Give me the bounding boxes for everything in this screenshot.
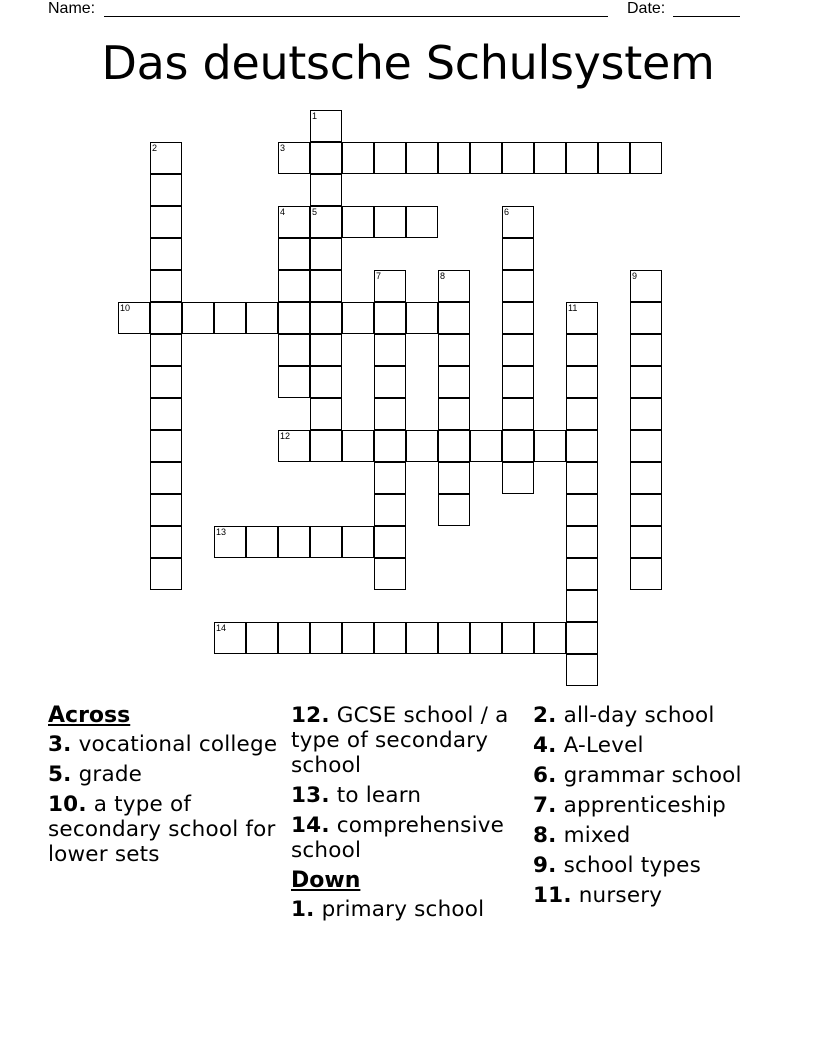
grid-cell[interactable] [278,142,310,174]
clue-number: 3 [280,143,286,153]
grid-cell[interactable] [374,622,406,654]
grid-cell[interactable] [150,494,182,526]
grid-cell[interactable] [310,110,342,142]
grid-cell[interactable] [278,430,310,462]
grid-cell[interactable] [502,302,534,334]
grid-cell[interactable] [310,270,342,302]
grid-cell[interactable] [502,398,534,430]
grid-cell[interactable] [342,142,374,174]
grid-cell[interactable] [502,462,534,494]
clue-number: 13 [216,527,227,537]
grid-cell[interactable] [534,142,566,174]
grid-cell[interactable] [150,398,182,430]
grid-cell[interactable] [150,334,182,366]
grid-cell[interactable] [438,142,470,174]
clue-column-3 [533,703,773,913]
grid-cell[interactable] [150,366,182,398]
clue-number: 1 [312,111,318,121]
grid-cell[interactable] [438,462,470,494]
grid-cell[interactable] [470,142,502,174]
grid-cell[interactable] [310,174,342,206]
grid-cell[interactable] [214,526,246,558]
grid-cell[interactable] [566,302,598,334]
grid-cell[interactable] [630,334,662,366]
grid-cell[interactable] [566,526,598,558]
grid-cell[interactable] [534,622,566,654]
grid-cell[interactable] [374,558,406,590]
grid-cell[interactable] [278,302,310,334]
grid-cell[interactable] [630,558,662,590]
grid-cell[interactable] [406,206,438,238]
grid-cell[interactable] [438,270,470,302]
grid-cell[interactable] [310,334,342,366]
clue-across-12: 12. GCSE school / a type of secondary school [291,703,509,778]
grid-cell[interactable] [630,270,662,302]
clue-across-14: 14. comprehensive school [291,813,505,863]
grid-cell[interactable] [342,526,374,558]
grid-cell[interactable] [150,462,182,494]
clue-down-8: 8. mixed [533,823,631,848]
clue-number: 8 [440,271,446,281]
grid-cell[interactable] [310,622,342,654]
grid-cell[interactable] [502,206,534,238]
grid-cell[interactable] [566,462,598,494]
clue-across-10: 10. a type of secondary school for lower sets [48,792,276,867]
grid-cell[interactable] [438,622,470,654]
grid-cell[interactable] [278,622,310,654]
grid-cell[interactable] [630,142,662,174]
grid-cell[interactable] [438,398,470,430]
clue-down-1: 1. primary school [291,897,485,922]
grid-cell[interactable] [374,142,406,174]
grid-cell[interactable] [502,366,534,398]
grid-cell[interactable] [246,622,278,654]
grid-cell[interactable] [310,430,342,462]
date-label: Date: [627,0,666,17]
grid-cell[interactable] [374,398,406,430]
grid-cell[interactable] [374,334,406,366]
grid-cell[interactable] [374,526,406,558]
clue-number: 5 [312,207,318,217]
page-title: Das deutsche Schulsystem [101,36,715,90]
clue-down-2: 2. all-day school [533,703,715,728]
grid-cell[interactable] [310,366,342,398]
grid-cell[interactable] [374,302,406,334]
grid-cell[interactable] [438,366,470,398]
clue-number: 11 [568,303,578,313]
grid-cell[interactable] [566,430,598,462]
grid-cell[interactable] [566,142,598,174]
grid-cell[interactable] [150,430,182,462]
clue-number: 12 [280,431,291,441]
worksheet-header [0,0,816,22]
grid-cell[interactable] [342,302,374,334]
grid-cell[interactable] [182,302,214,334]
grid-cell[interactable] [566,494,598,526]
grid-cell[interactable] [438,430,470,462]
clue-column-2 [291,703,531,927]
grid-cell[interactable] [438,334,470,366]
grid-cell[interactable] [310,398,342,430]
clue-number: 6 [504,207,510,217]
grid-cell[interactable] [246,302,278,334]
grid-cell[interactable] [502,334,534,366]
grid-cell[interactable] [470,622,502,654]
grid-cell[interactable] [502,142,534,174]
grid-cell[interactable] [630,494,662,526]
grid-cell[interactable] [502,270,534,302]
grid-cell[interactable] [566,398,598,430]
clue-number: 14 [216,623,227,633]
grid-cell[interactable] [438,302,470,334]
grid-cell[interactable] [150,206,182,238]
grid-cell[interactable] [118,302,150,334]
across-heading: Across [48,703,131,728]
grid-cell[interactable] [566,590,598,622]
clue-down-6: 6. grammar school [533,763,742,788]
grid-cell[interactable] [598,142,630,174]
grid-cell[interactable] [310,526,342,558]
clue-across-13: 13. to learn [291,783,422,808]
grid-cell[interactable] [438,494,470,526]
grid-cell[interactable] [566,334,598,366]
grid-cell[interactable] [278,526,310,558]
grid-cell[interactable] [214,622,246,654]
grid-cell[interactable] [502,430,534,462]
grid-cell[interactable] [310,238,342,270]
grid-cell[interactable] [630,366,662,398]
grid-cell[interactable] [150,142,182,174]
grid-cell[interactable] [406,142,438,174]
grid-cell[interactable] [630,302,662,334]
grid-cell[interactable] [566,558,598,590]
grid-cell[interactable] [534,430,566,462]
grid-cell[interactable] [150,238,182,270]
clue-number: 9 [632,271,638,281]
grid-cell[interactable] [310,142,342,174]
grid-cell[interactable] [278,206,310,238]
grid-cell[interactable] [150,558,182,590]
grid-cell[interactable] [630,430,662,462]
grid-cell[interactable] [342,206,374,238]
clue-number: 10 [120,303,131,313]
grid-cell[interactable] [502,238,534,270]
clue-column-1 [48,703,288,872]
grid-cell[interactable] [374,270,406,302]
grid-cell[interactable] [630,526,662,558]
grid-cell[interactable] [246,526,278,558]
grid-cell[interactable] [150,174,182,206]
grid-cell[interactable] [406,430,438,462]
clue-number: 7 [376,271,382,281]
date-blank-line[interactable] [673,16,740,17]
grid-cell[interactable] [406,622,438,654]
grid-cell[interactable] [566,366,598,398]
grid-cell[interactable] [630,462,662,494]
grid-cell[interactable] [374,494,406,526]
grid-cell[interactable] [406,302,438,334]
clue-across-3: 3. vocational college [48,732,278,757]
down-heading: Down [291,868,361,893]
name-label: Name: [48,0,96,17]
grid-cell[interactable] [630,398,662,430]
grid-cell[interactable] [278,334,310,366]
clue-down-7: 7. apprenticeship [533,793,726,818]
grid-cell[interactable] [342,430,374,462]
clue-number: 4 [280,207,286,217]
grid-cell[interactable] [374,366,406,398]
grid-cell[interactable] [278,366,310,398]
grid-cell[interactable] [214,302,246,334]
grid-cell[interactable] [150,526,182,558]
grid-cell[interactable] [278,238,310,270]
grid-cell[interactable] [374,430,406,462]
clue-down-4: 4. A-Level [533,733,644,758]
grid-cell[interactable] [342,622,374,654]
grid-cell[interactable] [150,270,182,302]
grid-cell[interactable] [566,622,598,654]
grid-cell[interactable] [374,462,406,494]
grid-cell[interactable] [502,622,534,654]
grid-cell[interactable] [566,654,598,686]
grid-cell[interactable] [470,430,502,462]
grid-cell[interactable] [374,206,406,238]
clue-number: 2 [152,143,158,153]
grid-cell[interactable] [310,206,342,238]
grid-cell[interactable] [278,270,310,302]
clue-down-11: 11. nursery [533,883,663,908]
clue-down-9: 9. school types [533,853,701,878]
grid-cell[interactable] [310,302,342,334]
name-blank-line[interactable] [104,16,608,17]
clue-across-5: 5. grade [48,762,143,787]
grid-cell[interactable] [150,302,182,334]
